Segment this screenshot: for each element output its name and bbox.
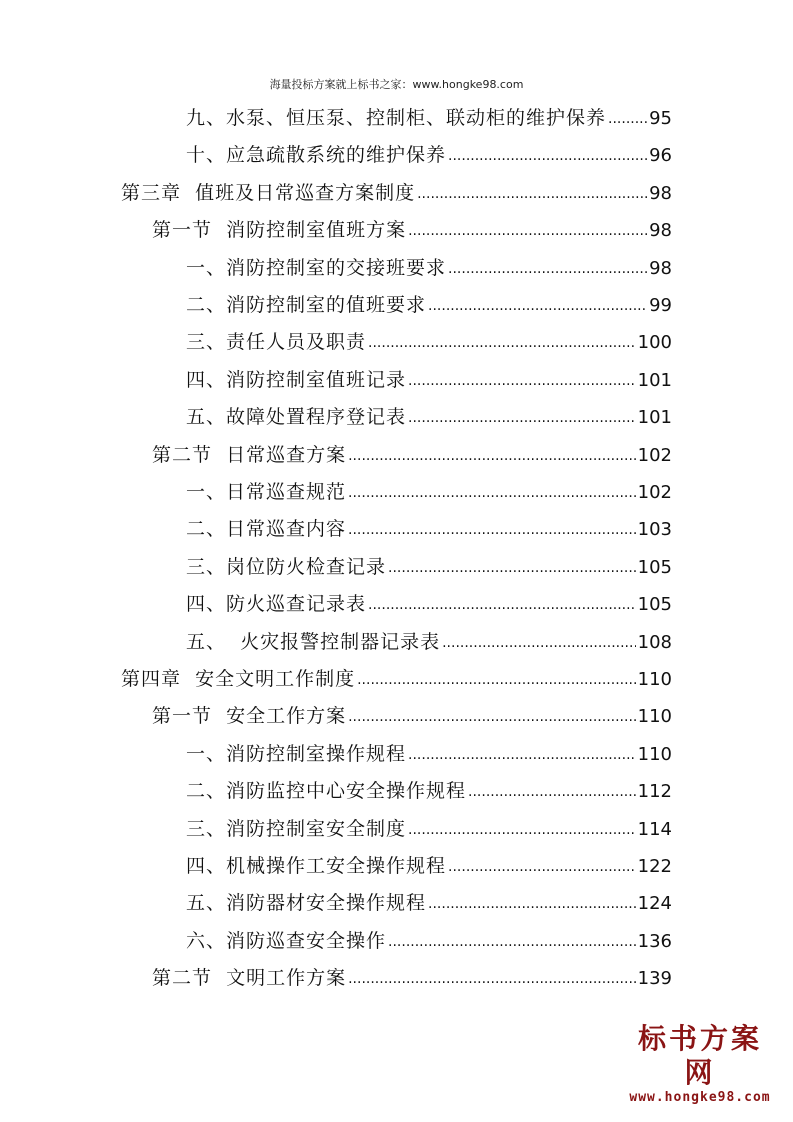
toc-entry-title: 一、消防控制室操作规程 <box>186 743 407 765</box>
toc-leader-dots <box>348 475 636 512</box>
toc-entry-page-number: 102 <box>637 482 672 503</box>
toc-entry[interactable] <box>121 661 672 698</box>
toc-entry-page-number: 108 <box>637 632 672 653</box>
toc-leader-dots <box>468 774 636 811</box>
toc-entry-page-number: 124 <box>637 893 672 914</box>
toc-entry-page-number: 95 <box>649 108 672 129</box>
toc-entry-page-number: 136 <box>637 931 672 952</box>
toc-entry[interactable] <box>186 137 672 174</box>
toc-entry[interactable] <box>186 250 672 287</box>
toc-leader-dots <box>408 812 636 849</box>
toc-entry-title: 第一节 安全工作方案 <box>152 705 347 727</box>
toc-leader-dots <box>408 363 636 400</box>
toc-entry[interactable] <box>152 960 672 997</box>
toc-entry[interactable] <box>186 923 672 960</box>
toc-entry[interactable] <box>186 624 672 661</box>
toc-entry-page-number: 122 <box>637 856 672 877</box>
toc-entry-title: 三、责任人员及职责 <box>186 331 367 353</box>
toc-entry-title: 二、日常巡查内容 <box>186 518 347 540</box>
toc-entry[interactable] <box>186 586 672 623</box>
toc-leader-dots <box>408 737 636 774</box>
toc-leader-dots <box>408 400 636 437</box>
toc-entry-title: 第一节 消防控制室值班方案 <box>152 219 407 241</box>
page-header: 海量投标方案就上标书之家：www.hongke98.com <box>269 78 524 91</box>
toc-leader-dots <box>608 101 647 138</box>
toc-entry[interactable] <box>152 698 672 735</box>
toc-entry-page-number: 114 <box>637 819 672 840</box>
toc-entry-title: 第四章 安全文明工作制度 <box>121 668 356 690</box>
toc-entry-page-number: 110 <box>637 706 672 727</box>
toc-entry[interactable] <box>121 175 672 212</box>
watermark-title: 标书方案网 <box>637 1022 762 1089</box>
toc-entry-title: 五、 火灾报警控制器记录表 <box>186 631 441 653</box>
toc-entry-page-number: 112 <box>637 781 672 802</box>
toc-entry-page-number: 105 <box>637 557 672 578</box>
toc-leader-dots <box>448 138 647 175</box>
toc-entry[interactable] <box>186 324 672 361</box>
toc-leader-dots <box>417 176 647 213</box>
toc-leader-dots <box>428 886 636 923</box>
toc-entry[interactable] <box>186 511 672 548</box>
toc-entry[interactable] <box>186 885 672 922</box>
toc-entry-page-number: 98 <box>649 258 672 279</box>
toc-leader-dots <box>348 438 636 475</box>
toc-entry[interactable] <box>186 399 672 436</box>
toc-entry[interactable] <box>186 474 672 511</box>
toc-entry[interactable] <box>186 811 672 848</box>
toc-entry-page-number: 105 <box>637 594 672 615</box>
toc-leader-dots <box>368 325 636 362</box>
toc-leader-dots <box>448 849 636 886</box>
toc-entry-title: 四、机械操作工安全操作规程 <box>186 855 447 877</box>
toc-entry-title: 一、日常巡查规范 <box>186 481 347 503</box>
toc-entry-title: 二、消防监控中心安全操作规程 <box>186 780 467 802</box>
toc-entry-page-number: 110 <box>637 744 672 765</box>
toc-entry-title: 五、消防器材安全操作规程 <box>186 892 427 914</box>
toc-leader-dots <box>348 512 636 549</box>
toc-entry-page-number: 102 <box>637 445 672 466</box>
toc-entry-page-number: 103 <box>637 519 672 540</box>
toc-entry-title: 四、防火巡查记录表 <box>186 593 367 615</box>
toc-entry[interactable] <box>152 212 672 249</box>
toc-entry-title: 三、消防控制室安全制度 <box>186 818 407 840</box>
watermark-url: www.hongke98.com <box>629 1090 771 1105</box>
toc-leader-dots <box>348 961 636 998</box>
toc-entry-page-number: 110 <box>637 669 672 690</box>
toc-entry-title: 第二节 文明工作方案 <box>152 967 347 989</box>
toc-entry-title: 第二节 日常巡查方案 <box>152 444 347 466</box>
toc-leader-dots <box>357 662 636 699</box>
toc-leader-dots <box>368 587 636 624</box>
toc-entry[interactable] <box>152 437 672 474</box>
toc-entry-title: 十、应急疏散系统的维护保养 <box>186 144 447 166</box>
toc-entry-title: 五、故障处置程序登记表 <box>186 406 407 428</box>
toc-leader-dots <box>408 213 647 250</box>
toc-leader-dots <box>348 699 636 736</box>
toc-entry-page-number: 101 <box>637 407 672 428</box>
toc-entry[interactable] <box>186 100 672 137</box>
toc-entry[interactable] <box>186 848 672 885</box>
toc-entry-title: 二、消防控制室的值班要求 <box>186 294 427 316</box>
toc-entry-title: 三、岗位防火检查记录 <box>186 556 387 578</box>
toc-entry-title: 第三章 值班及日常巡查方案制度 <box>121 182 416 204</box>
toc-entry-page-number: 101 <box>637 370 672 391</box>
toc-entry[interactable] <box>186 736 672 773</box>
toc-entry-page-number: 100 <box>637 332 672 353</box>
toc-leader-dots <box>442 625 636 662</box>
toc-entry-page-number: 96 <box>649 145 672 166</box>
toc-entry[interactable] <box>186 773 672 810</box>
toc-entry[interactable] <box>186 549 672 586</box>
toc-entry-page-number: 139 <box>637 968 672 989</box>
toc-leader-dots <box>388 550 636 587</box>
toc-entry[interactable] <box>186 362 672 399</box>
toc-leader-dots <box>428 288 647 325</box>
toc-entry-page-number: 98 <box>649 220 672 241</box>
toc-entry[interactable] <box>186 287 672 324</box>
toc-entry-page-number: 99 <box>649 295 672 316</box>
toc-entry-title: 六、消防巡查安全操作 <box>186 930 387 952</box>
toc-leader-dots <box>388 924 636 961</box>
watermark-logo <box>625 1022 775 1106</box>
toc-leader-dots <box>448 251 647 288</box>
toc-entry-title: 九、水泵、恒压泵、控制柜、联动柜的维护保养 <box>186 107 607 129</box>
toc-entry-title: 一、消防控制室的交接班要求 <box>186 257 447 279</box>
toc-entry-title: 四、消防控制室值班记录 <box>186 369 407 391</box>
toc-entry-page-number: 98 <box>649 183 672 204</box>
